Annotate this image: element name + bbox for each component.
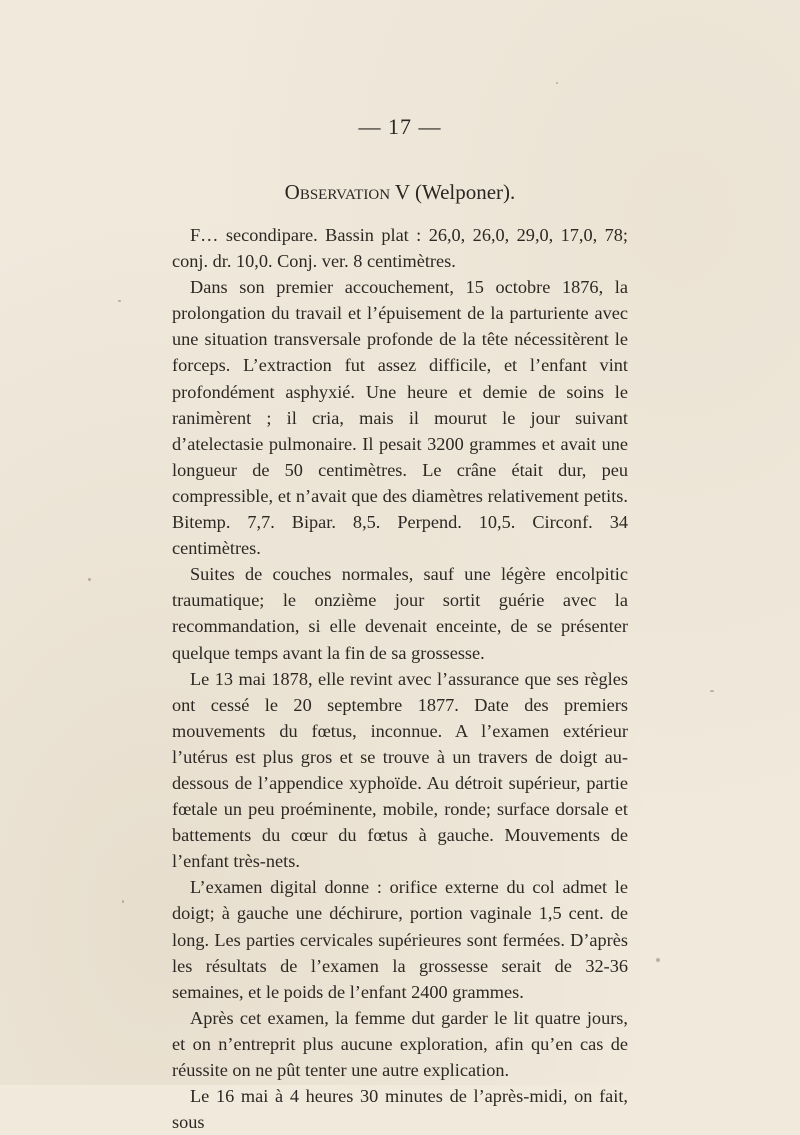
body-text bbox=[172, 222, 628, 1135]
paragraph-1: F… secondipare. Bassin plat : 26,0, 26,0, 29,0, 17,0, 78; conj. dr. 10,0. Conj. ver. 8 centimètres. bbox=[172, 225, 628, 272]
paper-speck bbox=[556, 82, 558, 84]
paragraph-5: L’examen digital donne : orifice externe du col admet le doigt; à gauche une déchirure, portion vaginale 1,5 cent. de long. Les parties cervicales supérieures sont fermées. D’après les résultats de l’examen la grossesse serait de 32-36 semaines, et le poids de l’enfant 2400 grammes. bbox=[172, 877, 628, 1002]
paper-speck bbox=[118, 300, 121, 302]
paper-speck bbox=[710, 690, 714, 692]
page-number: — 17 — bbox=[358, 114, 442, 139]
paragraph-3: Suites de couches normales, sauf une légère encolpitic traumatique; le onzième jour sortit guérie avec la recommandation, si elle devenait enceinte, de se présenter quelque temps avant la fin de sa grossesse. bbox=[172, 564, 628, 663]
paper-speck bbox=[122, 900, 124, 903]
paragraph-4: Le 13 mai 1878, elle revint avec l’assurance que ses règles ont cessé le 20 septembre 1877. Date des premiers mouvements du fœtus, inconnue. A l’examen extérieur l’utérus est plus gros et se trouve à un travers de doigt au-dessous de l’appendice xyphoïde. Au détroit supérieur, partie fœtale un peu proéminente, mobile, ronde; surface dorsale et battements du cœur du fœtus à gauche. Mouvements de l’enfant très-nets. bbox=[172, 668, 628, 872]
paragraph-2: Dans son premier accouchement, 15 octobre 1876, la prolongation du travail et l’épuisement de la parturiente avec une situation transversale profonde de la tête nécessitèrent le forceps. L’extraction fut assez difficile, et l’enfant vint profondément asphyxié. Une heure et demie de soins le ranimèrent ; il cria, mais il mourut le jour suivant d’atelectasie pulmonaire. Il pesait 3200 grammes et avait une longueur de 50 centimètres. Le crâne était dur, peu compressible, et n’avait que des diamètres relativement petits. Bitemp. 7,7. Bipar. 8,5. Perpend. 10,5. Circonf. 34 centimètres. bbox=[172, 277, 628, 559]
observation-heading bbox=[0, 180, 800, 205]
paper-speck bbox=[656, 958, 660, 962]
observation-label: Observation bbox=[284, 180, 391, 204]
observation-title-rest: V (Welponer). bbox=[390, 180, 516, 204]
paper-speck bbox=[88, 578, 91, 581]
paragraph-6: Après cet examen, la femme dut garder le lit quatre jours, et on n’entreprit plus aucune exploration, afin qu’en cas de réussite on ne pût tenter une autre explication. bbox=[172, 1007, 628, 1080]
paragraph-7: Le 16 mai à 4 heures 30 minutes de l’après-midi, on fait, sous bbox=[172, 1086, 628, 1133]
